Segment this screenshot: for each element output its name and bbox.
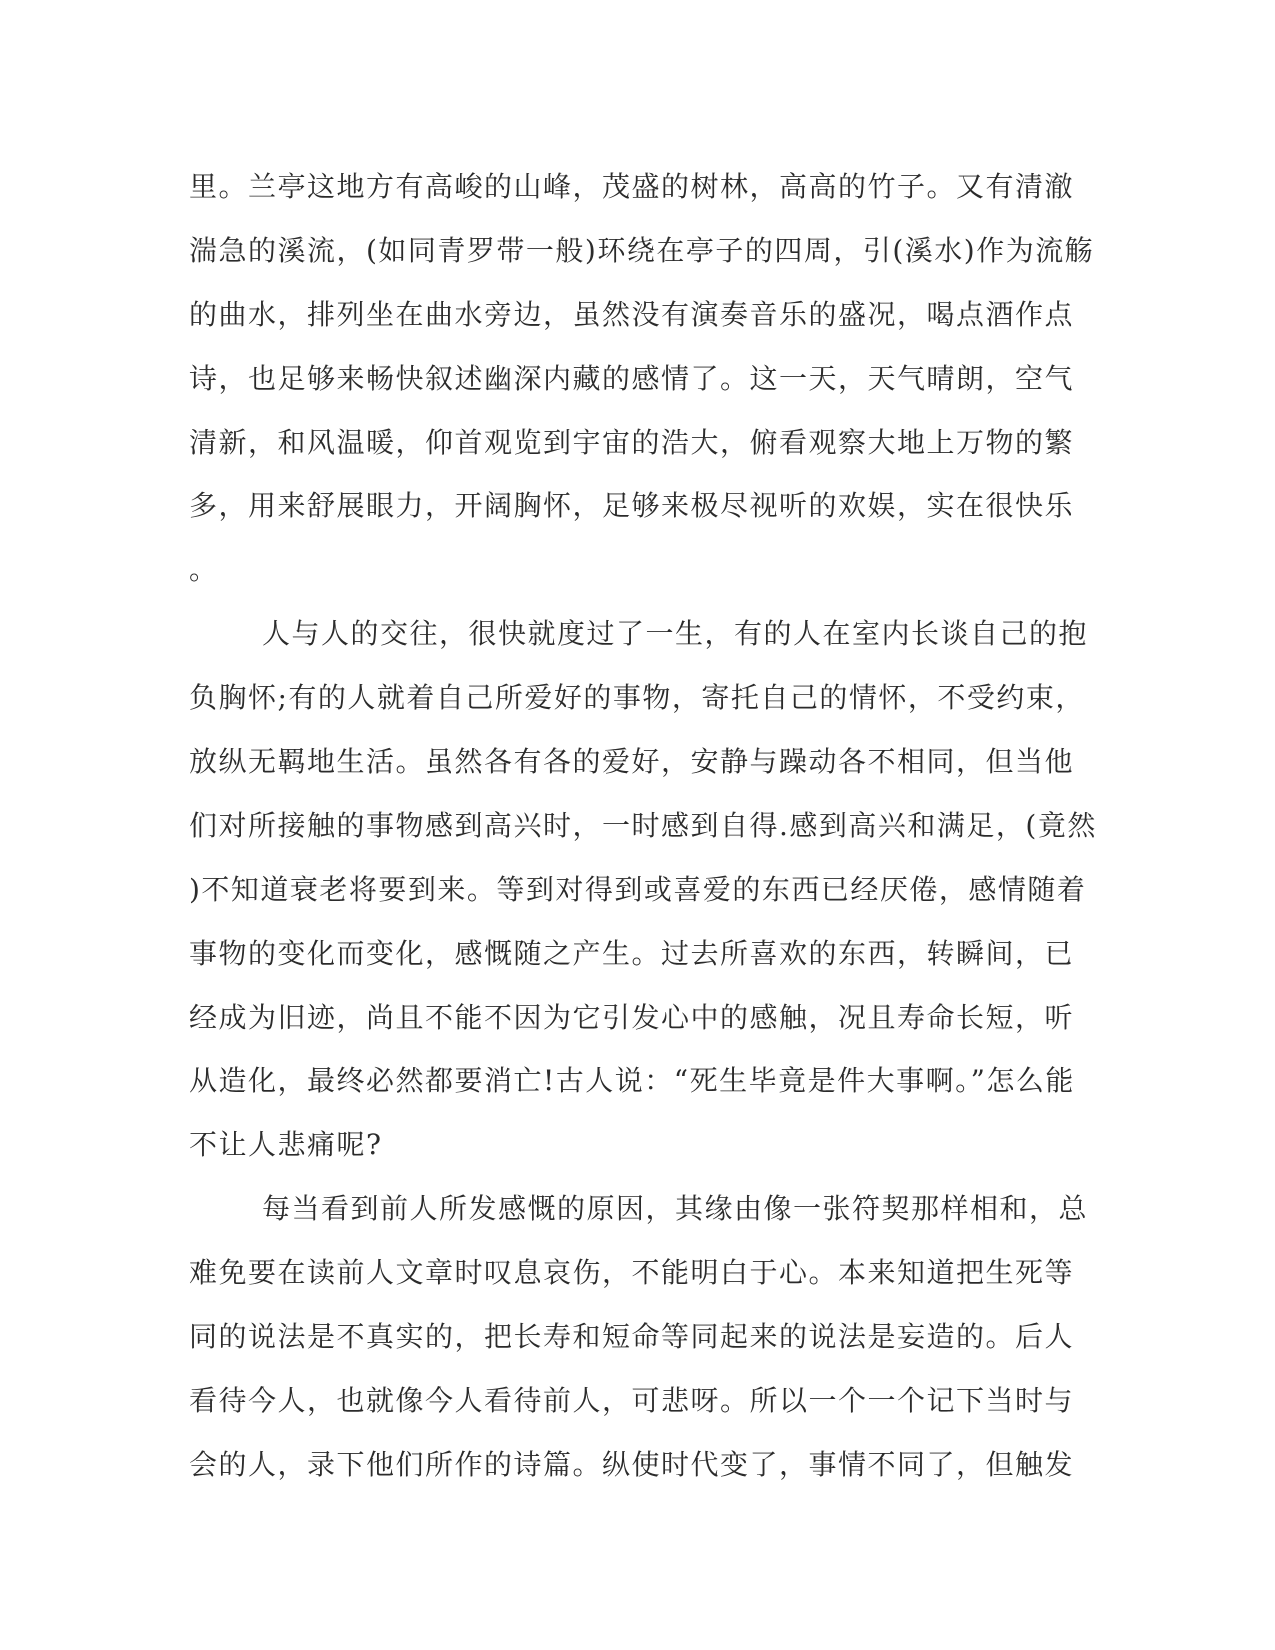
text-line: 从造化，最终必然都要消亡!古人说：“死生毕竟是件大事啊。”怎么能 [189,1064,1075,1098]
text-line: 会的人，录下他们所作的诗篇。纵使时代变了，事情不同了，但触发 [189,1447,1075,1481]
text-line: 事物的变化而变化，感慨随之产生。过去所喜欢的东西，转瞬间，已 [189,936,1075,970]
text-line: 湍急的溪流，(如同青罗带一般)环绕在亭子的四周，引(溪水)作为流觞 [189,233,1095,267]
text-line: 。 [189,553,219,587]
text-line: 清新，和风温暖，仰首观览到宇宙的浩大，俯看观察大地上万物的繁 [189,425,1075,459]
document-body [189,155,1097,1497]
text-line: 不让人悲痛呢? [189,1128,383,1162]
text-line: 看待今人，也就像今人看待前人，可悲呀。所以一个一个记下当时与 [189,1383,1075,1417]
text-line: 的曲水，排列坐在曲水旁边，虽然没有演奏音乐的盛况，喝点酒作点 [189,297,1075,331]
text-line: 难免要在读前人文章时叹息哀伤，不能明白于心。本来知道把生死等 [189,1256,1075,1290]
text-line: )不知道衰老将要到来。等到对得到或喜爱的东西已经厌倦，感情随着 [189,872,1087,906]
text-line: 多，用来舒展眼力，开阔胸怀，足够来极尽视听的欢娱，实在很快乐 [189,489,1075,523]
text-line: 人与人的交往，很快就度过了一生，有的人在室内长谈自己的抱 [262,617,1089,651]
text-line: 们对所接触的事物感到高兴时，一时感到自得.感到高兴和满足，(竟然 [189,808,1097,842]
text-line: 负胸怀;有的人就着自己所爱好的事物，寄托自己的情怀，不受约束， [189,681,1085,715]
text-line: 每当看到前人所发感慨的原因，其缘由像一张符契那样相和，总 [262,1192,1089,1226]
text-line: 放纵无羁地生活。虽然各有各的爱好，安静与躁动各不相同，但当他 [189,745,1075,779]
text-line: 诗，也足够来畅快叙述幽深内藏的感情了。这一天，天气晴朗，空气 [189,361,1075,395]
text-line: 经成为旧迹，尚且不能不因为它引发心中的感触，况且寿命长短，听 [189,1000,1075,1034]
text-line: 同的说法是不真实的，把长寿和短命等同起来的说法是妄造的。后人 [189,1320,1075,1354]
text-line: 里。兰亭这地方有高峻的山峰，茂盛的树林，高高的竹子。又有清澈 [189,170,1075,203]
